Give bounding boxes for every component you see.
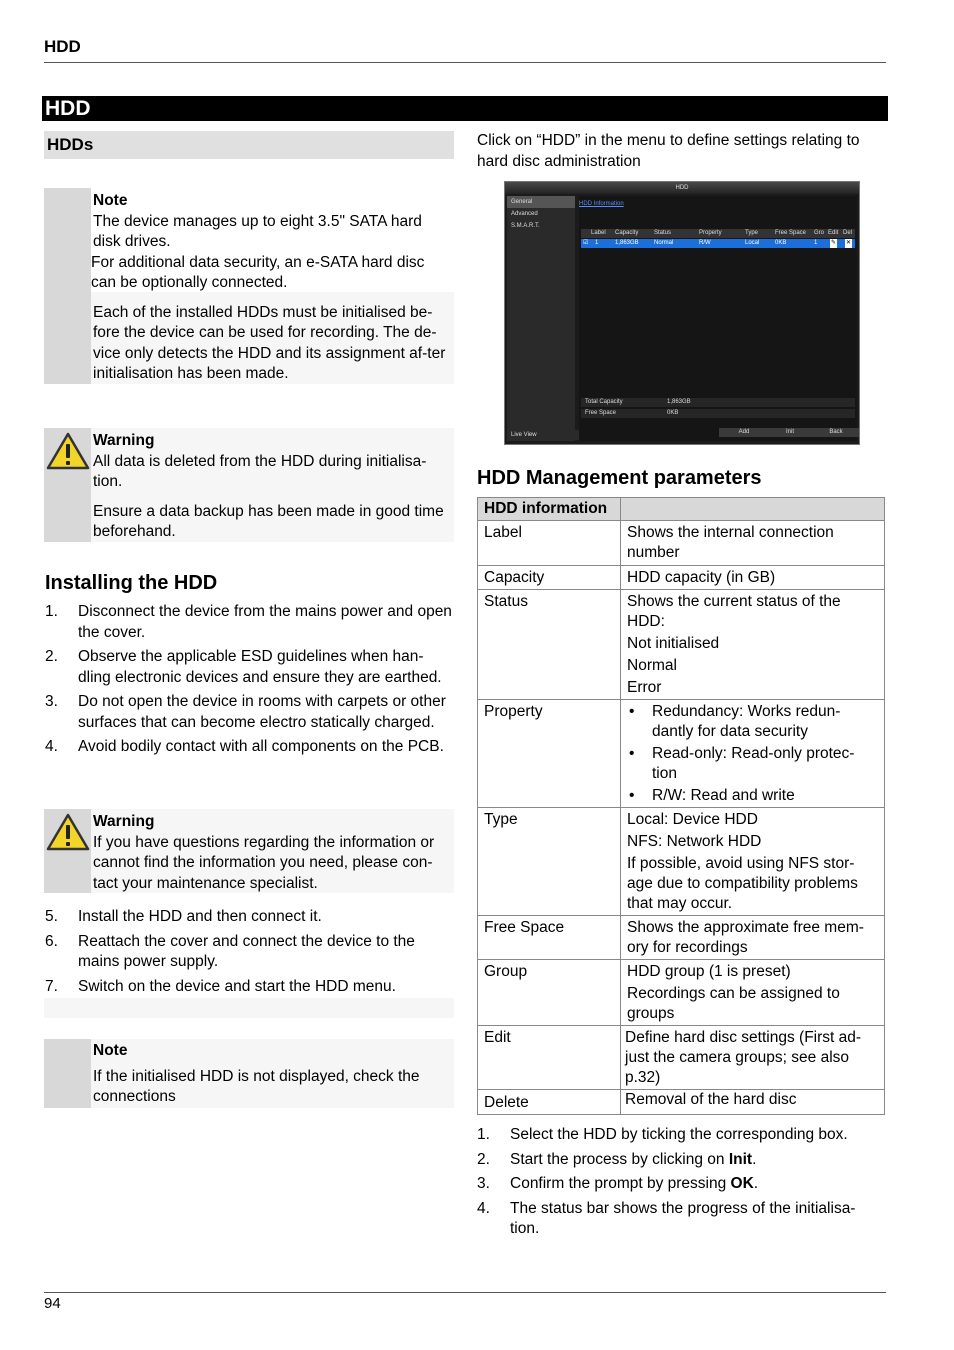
table-row: Group HDD group (1 is preset) Recordings can be assigned to groups [478, 960, 885, 1026]
warning-icon [46, 813, 90, 851]
edit-icon: ✎ [830, 240, 837, 246]
warning-1-text-2: Ensure a data backup has been made in good time beforehand. [93, 502, 444, 540]
install-steps-a [45, 602, 455, 762]
list-item: • Redundancy: Works redun-dantly for data security [627, 702, 878, 742]
table-row: Property • Redundancy: Works redun-dantly for data security • Read-only: Read-only protec-tion • R/W: Read and write [478, 700, 885, 808]
install-step: 2. Observe the applicable ESD guidelines when han-dling electronic devices and ensure they are earthed. [45, 648, 442, 686]
note-1-content [91, 191, 451, 385]
install-step: 5. Install the HDD and then connect it. [45, 908, 322, 925]
header-rule [44, 62, 886, 63]
table-header-cell: HDD information [478, 498, 621, 521]
section-title-hdds: HDDs [44, 131, 454, 159]
warning-1-content [93, 431, 451, 543]
init-step: 4. The status bar shows the progress of the initialisa-tion. [477, 1199, 856, 1237]
screenshot-table-row: ☑ 1 1,863GB Normal R/W Local 0KB 1 ✎ ✕ [581, 239, 855, 248]
screenshot-tab: HDD Information [579, 201, 624, 207]
screenshot-menu-general: General [507, 196, 575, 208]
table-header-cell-empty [621, 498, 885, 521]
warning-2-content [93, 812, 451, 894]
note-box-2-side [44, 1039, 91, 1108]
table-row: Status Shows the current status of the HDD: Not initialised Normal Error [478, 590, 885, 700]
running-header: HDD [44, 37, 81, 56]
page-title: HDD [42, 96, 888, 121]
install-step: 4. Avoid bodily contact with all components on the PCB. [45, 738, 444, 755]
note-2-heading: Note [93, 1042, 128, 1059]
property-list [627, 702, 878, 806]
note-1-text-1: The device manages up to eight 3.5" SATA hard disk drives. [93, 212, 422, 250]
delete-icon: ✕ [845, 240, 852, 246]
screenshot-table-header: Label Capacity Status Property Type Free Space Gro Edit Del [581, 229, 855, 238]
table-row: Capacity HDD capacity (in GB) [478, 566, 885, 590]
screenshot-total-capacity: Total Capacity 1,863GB [581, 398, 855, 407]
note-1-text-3: Each of the installed HDDs must be initialised be-fore the device can be used for recording. The de-vice only detects the HDD and its assignment af-ter initialisation has been made. [93, 303, 446, 382]
list-item: • R/W: Read and write [627, 786, 878, 806]
init-steps [477, 1125, 877, 1244]
install-step: 1. Disconnect the device from the mains power and open the cover. [45, 603, 452, 641]
table-row: Label Shows the internal connection number [478, 521, 885, 566]
screenshot-menu-smart: S.M.A.R.T. [511, 223, 540, 229]
footer-rule [44, 1292, 886, 1293]
screenshot-menu [507, 196, 575, 441]
params-heading: HDD Management parameters [477, 467, 762, 489]
screenshot-add-button: Add [719, 428, 769, 437]
screenshot-title: HDD [505, 182, 859, 194]
screenshot-back-button: Back [811, 428, 860, 437]
note-2-text-1: If the initialised HDD is not displayed, check the connections [93, 1067, 420, 1105]
installing-heading: Installing the HDD [45, 572, 218, 594]
warning-2-heading: Warning [93, 813, 155, 830]
checkbox-icon: ☑ [583, 240, 589, 246]
warning-2-text-1: If you have questions regarding the information or cannot find the information you need, please con-tact your maintenance specialist. [93, 833, 435, 892]
screenshot-free-space: Free Space 0KB [581, 409, 855, 418]
install-step: 3. Do not open the device in rooms with carpets or other surfaces that can become electro statically charged. [45, 693, 446, 731]
table-row: Delete Removal of the hard disc [478, 1090, 885, 1115]
page-number: 94 [44, 1295, 61, 1312]
intro-text: Click on “HDD” in the menu to define settings relating to hard disc administration [477, 132, 860, 170]
warning-1-text-1: All data is deleted from the HDD during initialisa-tion. [93, 452, 427, 490]
note-box-1-side [44, 188, 91, 384]
table-row: Edit Define hard disc settings (First ad-just the camera groups; see also p.32) [478, 1026, 885, 1090]
warning-icon [46, 432, 90, 470]
init-step: 3. Confirm the prompt by pressing OK. [477, 1175, 759, 1192]
note-1-text-2: For additional data security, an e-SATA hard disc can be optionally connected. [91, 253, 425, 291]
note-1-heading: Note [93, 192, 128, 209]
params-table [477, 497, 885, 1115]
install-step: 7. Switch on the device and start the HDD menu. [45, 977, 396, 995]
screenshot-panel [579, 196, 857, 441]
warning-1-heading: Warning [93, 432, 155, 449]
install-step: 6. Reattach the cover and connect the device to the mains power supply. [45, 932, 415, 970]
hdd-screenshot [504, 181, 860, 445]
screenshot-menu-advanced: Advanced [511, 211, 538, 217]
table-row: Free Space Shows the approximate free mem-ory for recordings [478, 916, 885, 960]
table-row: Type Local: Device HDD NFS: Network HDD If possible, avoid using NFS stor-age due to compatibility problems that may occur. [478, 808, 885, 916]
table-row [478, 498, 885, 521]
install-steps-b [45, 907, 455, 1001]
separator-band [44, 998, 454, 1018]
init-step: 1. Select the HDD by ticking the corresponding box. [477, 1126, 848, 1143]
screenshot-init-button: Init [765, 428, 815, 437]
init-step: 2. Start the process by clicking on Init. [477, 1150, 757, 1168]
list-item: • Read-only: Read-only protec-tion [627, 744, 878, 784]
screenshot-live-view: Live View [507, 430, 579, 440]
note-2-content [93, 1041, 451, 1108]
